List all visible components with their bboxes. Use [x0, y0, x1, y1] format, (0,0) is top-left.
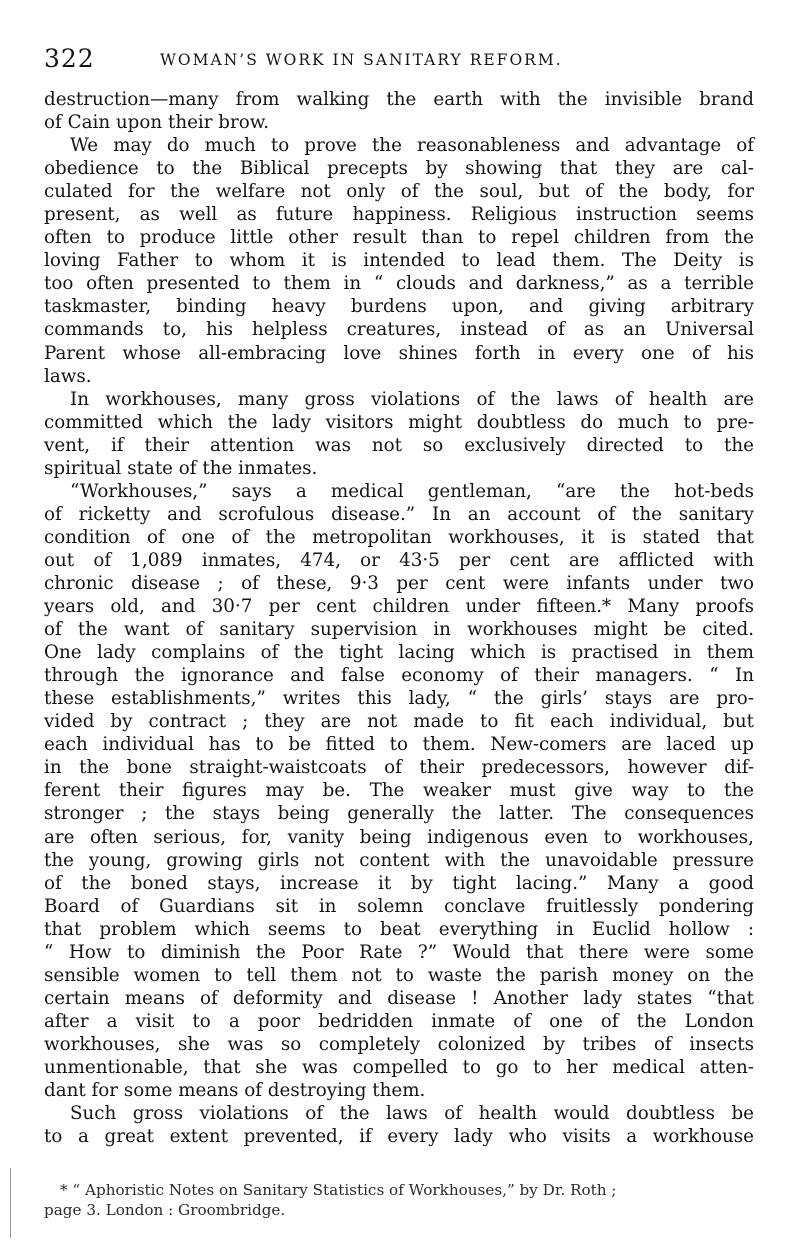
running-title: WOMAN’S WORK IN SANITARY REFORM.	[160, 51, 563, 69]
text-line: taskmaster, binding heavy burdens upon, and giving arbitrary	[44, 296, 754, 318]
text-line: to a great extent prevented, if every lady who visits a workhouse	[44, 1126, 754, 1148]
text-line: out of 1,089 inmates, 474, or 43·5 per cent are afflicted with	[44, 549, 754, 571]
page-header	[44, 44, 764, 74]
footnote-line: * “ Aphoristic Notes on Sanitary Statistics of Workhouses,” by Dr. Roth ;	[60, 1181, 617, 1199]
text-line: too often presented to them in “ clouds and darkness,” as a terrible	[44, 273, 754, 295]
text-line: of the want of sanitary supervision in workhouses might be cited.	[44, 619, 754, 641]
text-line: “ How to diminish the Poor Rate ?” Would that there were some	[44, 941, 754, 963]
text-line: of the boned stays, increase it by tight lacing.” Many a good	[44, 872, 754, 894]
text-line: commands to, his helpless creatures, instead of as an Universal	[44, 319, 754, 341]
text-line: often to produce little other result than to repel children from the	[44, 227, 754, 249]
footnote-line: page 3. London : Groombridge.	[44, 1201, 286, 1219]
text-line: years old, and 30·7 per cent children under fifteen.* Many proofs	[44, 596, 754, 618]
text-line: present, as well as future happiness. Religious instruction seems	[44, 204, 754, 226]
text-line: certain means of deformity and disease ! Another lady states “that	[44, 987, 754, 1009]
text-line: spiritual state of the inmates.	[44, 457, 318, 479]
text-line: of ricketty and scrofulous disease.” In an account of the sanitary	[44, 503, 754, 525]
footnote	[44, 1180, 754, 1220]
text-line: through the ignorance and false economy of their managers. “ In	[44, 665, 754, 687]
text-line: workhouses, she was so completely colonized by tribes of insects	[44, 1033, 754, 1055]
text-line: each individual has to be fitted to them. New-comers are laced up	[44, 734, 754, 756]
text-line: the young, growing girls not content with the unavoidable pressure	[44, 849, 754, 871]
text-line: “Workhouses,” says a medical gentleman, “are the hot-beds	[70, 480, 754, 502]
text-line: chronic disease ; of these, 9·3 per cent were infants under two	[44, 572, 754, 594]
page-number: 322	[44, 44, 95, 73]
text-line: of Cain upon their brow.	[44, 112, 270, 134]
text-line: ferent their figures may be. The weaker must give way to the	[44, 780, 754, 802]
text-line: laws.	[44, 365, 92, 387]
text-line: obedience to the Biblical precepts by showing that they are cal-	[44, 158, 754, 180]
text-line: One lady complains of the tight lacing which is practised in them	[44, 642, 754, 664]
text-line: Such gross violations of the laws of health would doubtless be	[70, 1103, 754, 1125]
text-line: unmentionable, that she was compelled to go to her medical atten-	[44, 1056, 754, 1078]
text-line: in the bone straight-waistcoats of their predecessors, however dif-	[44, 757, 754, 779]
text-line: that problem which seems to beat everything in Euclid hollow :	[44, 918, 754, 940]
text-line: vided by contract ; they are not made to fit each individual, but	[44, 711, 754, 733]
text-line: Parent whose all-embracing love shines forth in every one of his	[44, 342, 754, 364]
text-line: destruction—many from walking the earth with the invisible brand	[44, 89, 754, 110]
text-line: after a visit to a poor bedridden inmate of one of the London	[44, 1010, 754, 1032]
text-line: Board of Guardians sit in solemn conclave fruitlessly pondering	[44, 895, 754, 917]
body-text	[44, 88, 754, 1148]
text-line: are often serious, for, vanity being indigenous even to workhouses,	[44, 826, 754, 848]
text-line: dant for some means of destroying them.	[44, 1080, 426, 1102]
text-line: condition of one of the metropolitan workhouses, it is stated that	[44, 526, 754, 548]
text-line: We may do much to prove the reasonableness and advantage of	[70, 135, 754, 157]
text-line: these establishments,” writes this lady, “ the girls’ stays are pro-	[44, 688, 754, 710]
text-line: culated for the welfare not only of the soul, but of the body, for	[44, 181, 754, 203]
page-edge-rule	[10, 1168, 11, 1238]
text-line: vent, if their attention was not so exclusively directed to the	[44, 434, 754, 456]
text-line: committed which the lady visitors might doubtless do much to pre-	[44, 411, 754, 433]
text-line: loving Father to whom it is intended to lead them. The Deity is	[44, 250, 754, 272]
text-line: sensible women to tell them not to waste the parish money on the	[44, 964, 754, 986]
text-line: stronger ; the stays being generally the latter. The consequences	[44, 803, 754, 825]
text-line: In workhouses, many gross violations of the laws of health are	[70, 388, 754, 410]
